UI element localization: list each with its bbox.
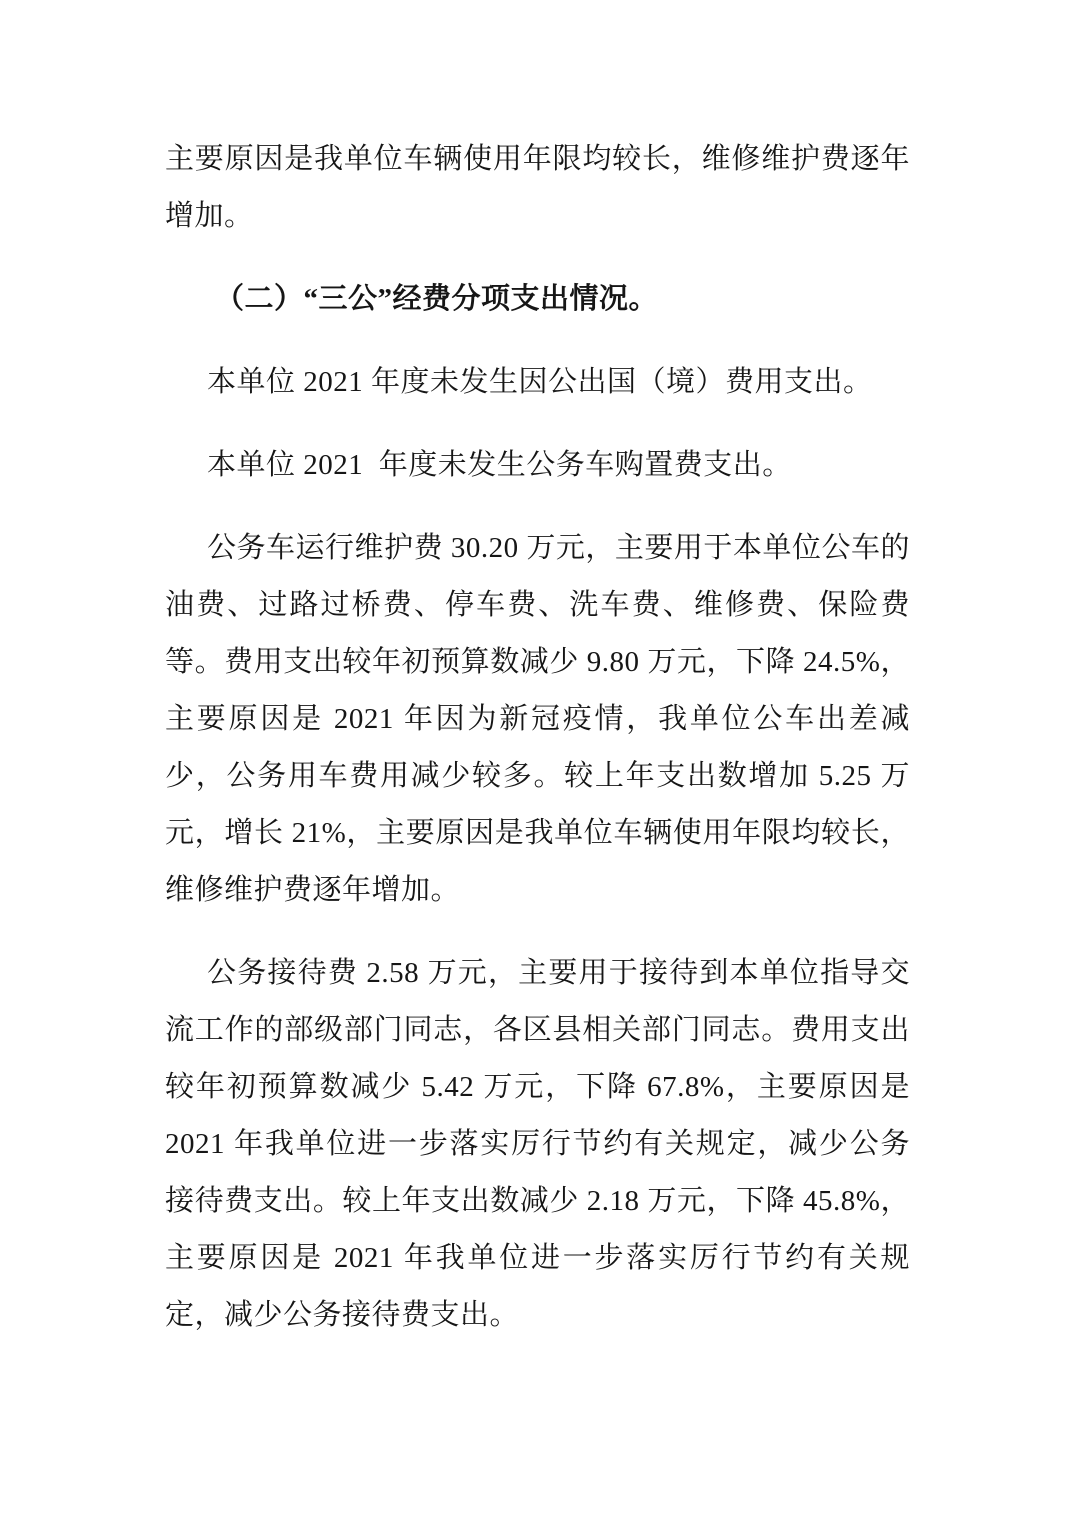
- paragraph-continuation: 主要原因是我单位车辆使用年限均较长，维修维护费逐年增加。: [165, 143, 910, 232]
- paragraph-no-overseas-travel: 本单位 2021 年度未发生因公出国（境）费用支出。: [207, 366, 873, 398]
- document-content: [165, 131, 918, 1344]
- section-heading: （二）“三公”经费分项支出情况。: [215, 283, 659, 315]
- paragraph-no-vehicle-purchase: 本单位 2021 年度未发生公务车购置费支出。: [207, 449, 792, 481]
- paragraph-official-reception: 公务接待费 2.58 万元，主要用于接待到本单位指导交流工作的部级部门同志，各区县相关部门同志。费用支出较年初预算数减少 5.42 万元，下降 67.8%，主要原因是 2021 年我单位进一步落实厉行节约有关规定，减少公务接待费支出。较上年支出数减少 2.18 万元，下降 45.8%，主要原因是 2021 年我单位进一步落实厉行节约有关规定，减少公务接待费支出。: [165, 957, 918, 1331]
- paragraph-vehicle-maintenance: 公务车运行维护费 30.20 万元，主要用于本单位公车的油费、过路过桥费、停车费、洗车费、维修费、保险费等。费用支出较年初预算数减少 9.80 万元，下降 24.5%，主要原因是 2021 年因为新冠疫情，我单位公车出差减少，公务用车费用减少较多。较上年支出数增加 5.25 万元，增长 21%，主要原因是我单位车辆使用年限均较长，维修维护费逐年增加。: [165, 532, 910, 906]
